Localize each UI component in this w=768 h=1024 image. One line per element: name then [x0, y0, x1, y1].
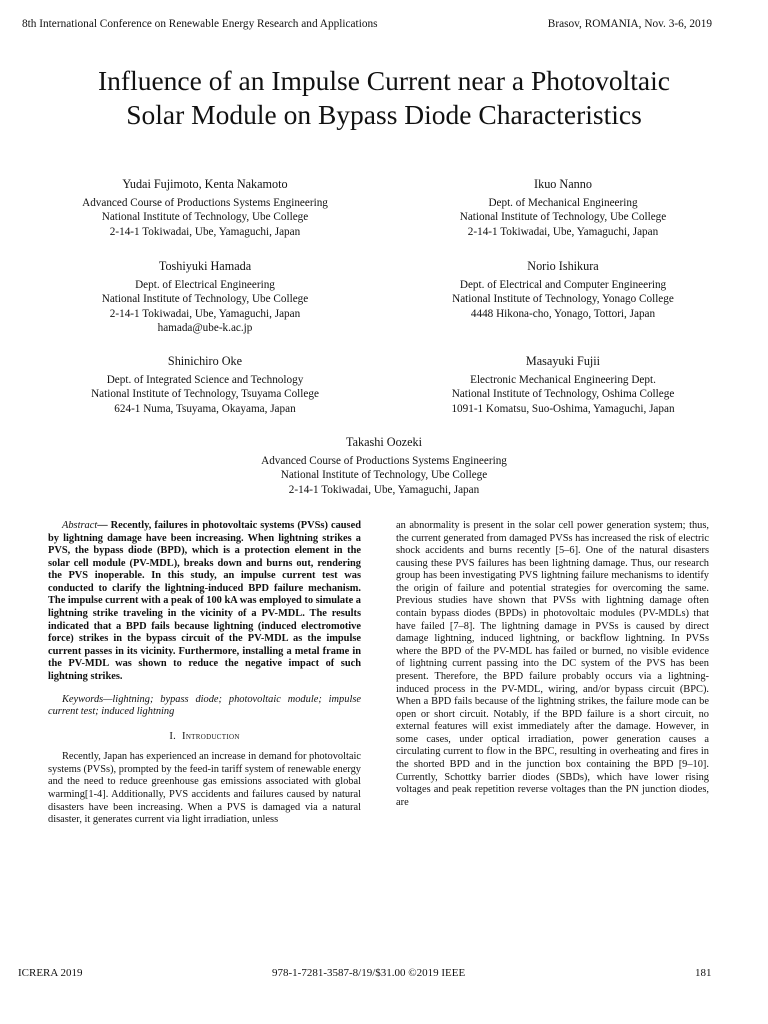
abstract-text: — Recently, failures in photovoltaic systems (PVSs) caused by lightning damage have been increasing. When lightning strikes a PVS, the bypass diode (BPD), which is a protection element in the solar cell module (PV-MDL), breaks down and burns out, rendering the PVS inoperable. In this study, an impulse current test was conducted to clarify the lightning-induced BPD failure mechanism. The impulse current with a peak of 100 kA was employed to simulate a lightning strike traveling in the vicinity of a PV-MDL. The results indicated that a BPD fails because lightning (induced electromotive force) strikes in the bypass circuit of the PV-MDL as the impulse current passes in its vicinity. Furthermore, installing a metal frame in the PV-MDL was shown to reduce the negative impact of such lightning strikes.	[48, 520, 361, 682]
intro-paragraph-left: Recently, Japan has experienced an increase in demand for photovoltaic systems (PVSs), prompted by the feed-in tariff system of renewable energy and the need to reduce greenhouse gas emissions associated with global warming[1-4]. Additionally, PVS accidents and failures caused by natural disasters have been increasing. When a PVS is damaged via a natural disaster, it generates current via light irradiation, unless	[48, 751, 361, 826]
right-column	[396, 520, 709, 809]
section-heading	[48, 731, 361, 744]
author-email: hamada@ube-k.ac.jp	[157, 321, 253, 334]
author-affiliation: Electronic Mechanical Engineering Dept.	[470, 374, 656, 387]
left-column	[48, 520, 361, 827]
author-block-hamada	[60, 259, 350, 335]
section-title: Introduction	[182, 730, 240, 742]
author-affiliation: National Institute of Technology, Ube College	[101, 211, 309, 224]
author-name: Shinichiro Oke	[167, 354, 243, 368]
paper-title	[40, 64, 728, 132]
author-block-fujimoto-nakamoto	[60, 177, 350, 239]
intro-paragraph-right: an abnormality is present in the solar cell power generation system; thus, the current generated from damaged PVSs has increased the risk of electric shock accidents and burns recently [5–6]. One of the natural disasters causing these PVS failures has been lightning damage. Thus, our research group has been investigating PVS lightning failure mechanisms to identify the origin of failure and potential strategies for overcoming the same. Previous studies have shown that PVSs with lightning damage often contain bypass diodes (BPDs) in photovoltaic modules (PV-MDLs) that have failed [7–8]. The lightning damage in PVSs is caused by direct damage lightning, induced lightning, or backflow lightning. In PVSs where the BPD of the PV-MDL has failed or burned, no visible evidence of lightning current passing into the DC system of the PVS has been present. Therefore, the BPD failure probably occurs via a lightning-induced process in the PV-MDL, wiring, and/or bypass circuit (BPC). When a BPD fails because of the lightning strikes, the failure mode can be open or short circuit. Notably, if the BPD failure is a short circuit, no external features will exist immediately after the damage. However, in some cases, under optical irradiation, power generation causes a circulating current to flow in the BPC, resulting in overheating and fires in the shorted BPD and in the junction box containing the BPD [9–10]. Currently, Schottky barrier diodes (SBDs), which have lower rising voltages and peak repetition reverse voltages than the PN junction diodes, are	[396, 520, 709, 808]
author-affiliation: National Institute of Technology, Ube College	[101, 293, 309, 306]
author-name: Yudai Fujimoto, Kenta Nakamoto	[122, 177, 288, 191]
author-name: Takashi Oozeki	[346, 435, 422, 449]
author-affiliation: Dept. of Electrical Engineering	[135, 279, 275, 292]
author-name: Norio Ishikura	[527, 259, 599, 273]
footer-conference-tag: ICRERA 2019	[18, 967, 83, 979]
author-affiliation: National Institute of Technology, Oshima College	[451, 388, 675, 401]
author-address: 2-14-1 Tokiwadai, Ube, Yamaguchi, Japan	[109, 307, 301, 320]
author-affiliation: Dept. of Mechanical Engineering	[488, 197, 638, 210]
footer-isbn-copyright: 978-1-7281-3587-8/19/$31.00 ©2019 IEEE	[272, 967, 466, 979]
author-block-ishikura	[418, 259, 708, 321]
author-affiliation: Dept. of Integrated Science and Technology	[106, 374, 304, 387]
author-affiliation: National Institute of Technology, Tsuyama College	[91, 388, 319, 401]
conference-header: 8th International Conference on Renewable Energy Research and Applications	[22, 18, 378, 30]
author-affiliation: Advanced Course of Productions Systems Engineering	[261, 455, 507, 468]
keywords: Keywords—lightning; bypass diode; photovoltaic module; impulse current test; induced lightning	[48, 693, 361, 718]
author-address: 2-14-1 Tokiwadai, Ube, Yamaguchi, Japan	[109, 225, 301, 238]
page-number: 181	[695, 967, 712, 979]
author-address: 624-1 Numa, Tsuyama, Okayama, Japan	[114, 402, 296, 415]
author-name: Ikuo Nanno	[534, 177, 592, 191]
abstract-lead: Abstract	[62, 520, 98, 531]
author-address: 1091-1 Komatsu, Suo-Oshima, Yamaguchi, Japan	[451, 402, 675, 415]
author-address: 4448 Hikona-cho, Yonago, Tottori, Japan	[470, 307, 656, 320]
author-block-nanno	[418, 177, 708, 239]
conference-location-date: Brasov, ROMANIA, Nov. 3-6, 2019	[547, 18, 712, 30]
paper-title-line-2: Solar Module on Bypass Diode Characteristics	[126, 99, 642, 130]
author-affiliation: Dept. of Electrical and Computer Engineering	[459, 279, 667, 292]
author-block-oke	[60, 354, 350, 416]
author-block-oozeki	[239, 435, 529, 497]
author-address: 2-14-1 Tokiwadai, Ube, Yamaguchi, Japan	[288, 483, 480, 496]
author-affiliation: National Institute of Technology, Ube College	[280, 469, 488, 482]
author-address: 2-14-1 Tokiwadai, Ube, Yamaguchi, Japan	[467, 225, 659, 238]
paper-title-line-1: Influence of an Impulse Current near a Photovoltaic	[98, 65, 670, 96]
abstract	[48, 520, 361, 684]
author-name: Masayuki Fujii	[525, 354, 601, 368]
author-affiliation: National Institute of Technology, Yonago College	[452, 293, 674, 306]
author-name: Toshiyuki Hamada	[158, 259, 252, 273]
author-affiliation: National Institute of Technology, Ube College	[459, 211, 667, 224]
author-affiliation: Advanced Course of Productions Systems Engineering	[82, 197, 328, 210]
author-block-fujii	[418, 354, 708, 416]
section-number: I.	[169, 730, 177, 742]
